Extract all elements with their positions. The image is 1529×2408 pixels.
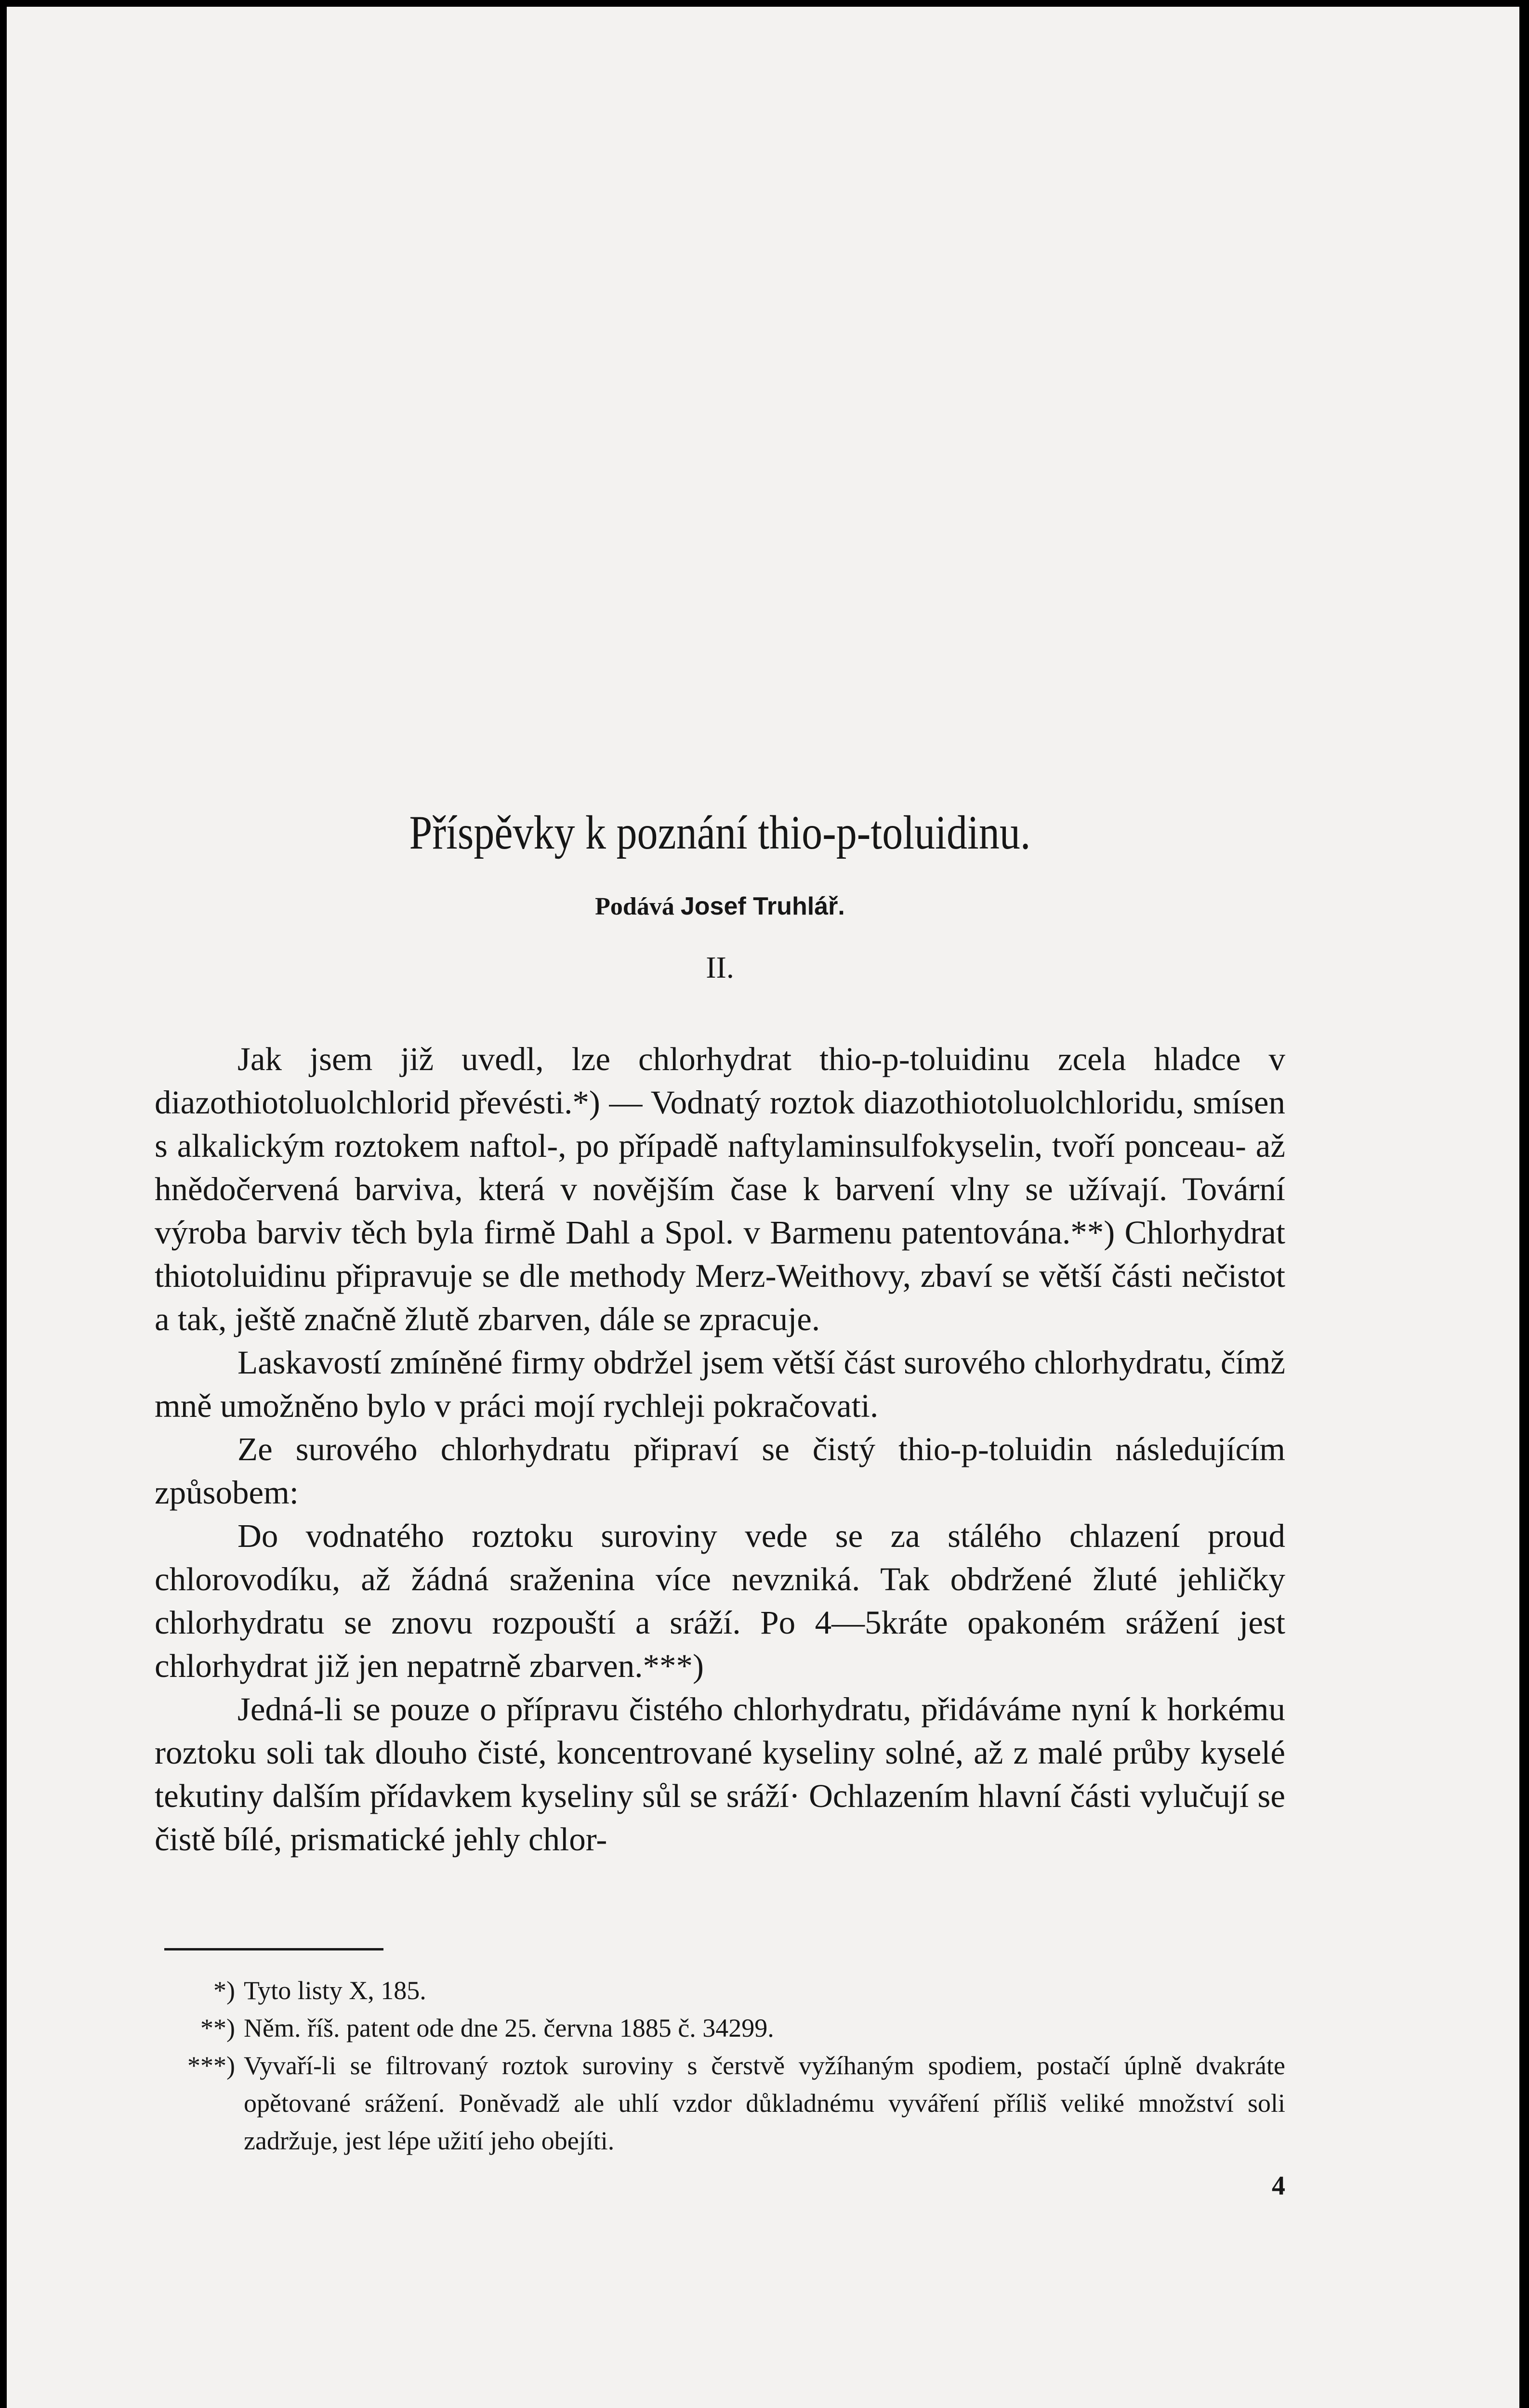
footnote-text: Tyto listy X, 185.: [244, 1976, 426, 2005]
footnote-text: Vyvaří-li se filtrovaný roztok suroviny s čerstvě vyžíhaným spodiem, postačí úplně dvakráte opětované srážení. Poněvadž ale uhlí vzdor důkladnému vyváření příliš veliké množství soli zadržuje, jest lépe užití jeho obejíti.: [244, 2051, 1285, 2155]
page-number: 4: [1272, 2171, 1285, 2201]
part-number: II.: [706, 950, 734, 984]
body-text: [155, 1037, 1285, 1861]
footnote-mark: ***): [187, 2051, 235, 2080]
author-name: Josef Truhlář.: [680, 892, 845, 920]
footnote-divider: [164, 1948, 383, 1950]
paragraph: Jak jsem již uvedl, lze chlorhydrat thio-p-toluidinu zcela hladce v diazothiotoluolchlorid převésti.*) — Vodnatý roztok diazothiotoluolchloridu, smísen s alkalickým roztokem naftol-, po případě naftylaminsulfokyselin, tvoří ponceau- až hnědočervená barviva, která v novějším čase k barvení vlny se užívají. Tovární výroba barviv těch byla firmě Dahl a Spol. v Barmenu patentována.**) Chlorhydrat thiotoluidinu připravuje se dle methody Merz-Weithovy, zbaví se větší části nečistot a tak, ještě značně žlutě zbarven, dále se zpracuje.: [155, 1041, 1285, 1337]
footnote: [155, 2009, 1285, 2047]
footnote: [155, 2047, 1285, 2159]
footnote-mark: *): [213, 1976, 235, 2005]
paragraph: Jedná-li se pouze o přípravu čistého chlorhydratu, přidáváme nyní k horkému roztoku soli tak dlouho čisté, koncentrované kyseliny solné, až z malé průby kyselé tekutiny dalším přídavkem kyseliny sůl se sráží· Ochlazením hlavní části vylučují se čistě bílé, prismatické jehly chlor-: [155, 1691, 1285, 1858]
paragraph: Ze surového chlorhydratu připraví se čistý thio-p-toluidin následujícím způsobem:: [155, 1431, 1285, 1511]
byline-lead: Podává: [595, 893, 681, 920]
footnote-text: Něm. říš. patent ode dne 25. června 1885 č. 34299.: [244, 2014, 774, 2042]
byline: [155, 890, 1285, 924]
footnote: [155, 1972, 1285, 2009]
paragraph: Laskavostí zmíněné firmy obdržel jsem větší část surového chlorhydratu, čímž mně umožněno bylo v práci mojí rychleji pokračovati.: [155, 1344, 1285, 1424]
article-title: Příspěvky k poznání thio-p-toluidinu.: [409, 806, 1031, 859]
document-page: [7, 7, 1519, 2408]
paragraph: Do vodnatého roztoku suroviny vede se za stálého chlazení proud chlorovodíku, až žádná sraženina více nevzniká. Tak obdržené žluté jehličky chlorhydratu se znovu rozpouští a sráží. Po 4—5kráte opakoném srážení jest chlorhydrat již jen nepatrně zbarven.***): [155, 1518, 1285, 1684]
footnote-mark: **): [200, 2014, 235, 2042]
footnotes: [155, 1972, 1285, 2159]
